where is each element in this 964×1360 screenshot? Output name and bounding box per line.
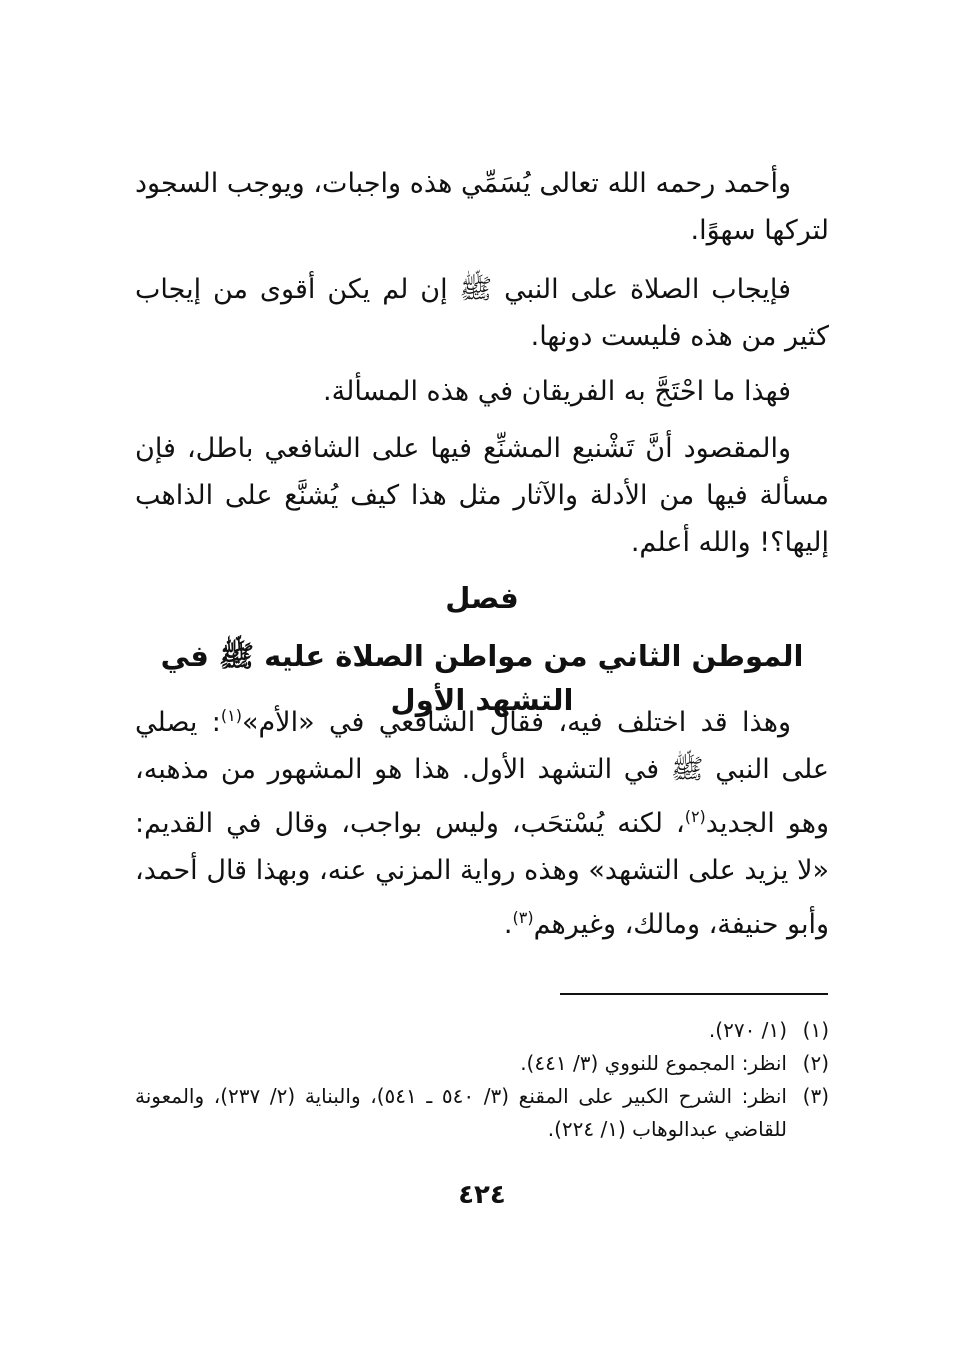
footnote-number: (٣)	[802, 1084, 829, 1108]
page-number: ٤٢٤	[458, 1180, 506, 1210]
body-paragraph: والمقصود أنَّ تَشْنيع المشنِّع فيها على الشافعي باطل، فإن مسألة فيها من الأدلة والآثار مثل هذا كيف يُشنَّع على الذاهب إليها؟! والله أعلم.	[135, 433, 829, 558]
paragraph-text: وهذا قد اختلف فيه، فقال الشافعي في «الأم»	[241, 707, 791, 738]
footnote-item	[135, 1080, 829, 1146]
footnote-divider	[560, 993, 828, 995]
section-title: الموطن الثاني من مواطن الصلاة عليه ﷺ في التشهد الأول	[160, 639, 804, 717]
footnote-text: (١/ ٢٧٠).	[708, 1018, 787, 1042]
paragraph-text: : يصلي على النبي ﷺ في التشهد الأول. هذا هو المشهور من مذهبه، وهو الجديد	[135, 707, 830, 839]
footnote-reference: (١)	[220, 706, 242, 725]
paragraph-text: .	[503, 909, 513, 940]
paragraph-text: ، لكنه يُسْتحَب، وليس بواجب، وقال في القديم: «لا يزيد على التشهد» وهذه رواية المزني عنه، وبهذا قال أحمد، وأبو حنيفة، ومالك، وغيرهم	[135, 808, 829, 940]
body-paragraph: فإيجاب الصلاة على النبي ﷺ إن لم يكن أقوى من إيجاب كثير من هذه فليست دونها.	[135, 274, 829, 352]
footnotes	[135, 1014, 829, 1146]
body-paragraph: وأحمد رحمه الله تعالى يُسَمِّي هذه واجبات، ويوجب السجود لتركها سهوًا.	[135, 168, 829, 246]
footnote-item	[135, 1047, 829, 1080]
footnote-item	[135, 1014, 829, 1047]
footnote-reference: (٢)	[684, 807, 706, 826]
footnote-number: (٢)	[802, 1051, 829, 1075]
body-paragraph	[135, 692, 829, 948]
body-paragraph: فهذا ما احْتَجَّ به الفريقان في هذه المسألة.	[323, 376, 791, 407]
footnote-number: (١)	[802, 1018, 829, 1042]
footnote-text: انظر: الشرح الكبير على المقنع (٣/ ٥٤٠ ـ ٥٤١)، والبناية (٢/ ٢٣٧)، والمعونة للقاضي عبدالوهاب (١/ ٢٢٤).	[135, 1084, 787, 1141]
footnote-reference: (٣)	[512, 908, 534, 927]
footnote-text: انظر: المجموع للنووي (٣/ ٤٤١).	[520, 1051, 787, 1075]
section-label: فصل	[445, 581, 519, 615]
